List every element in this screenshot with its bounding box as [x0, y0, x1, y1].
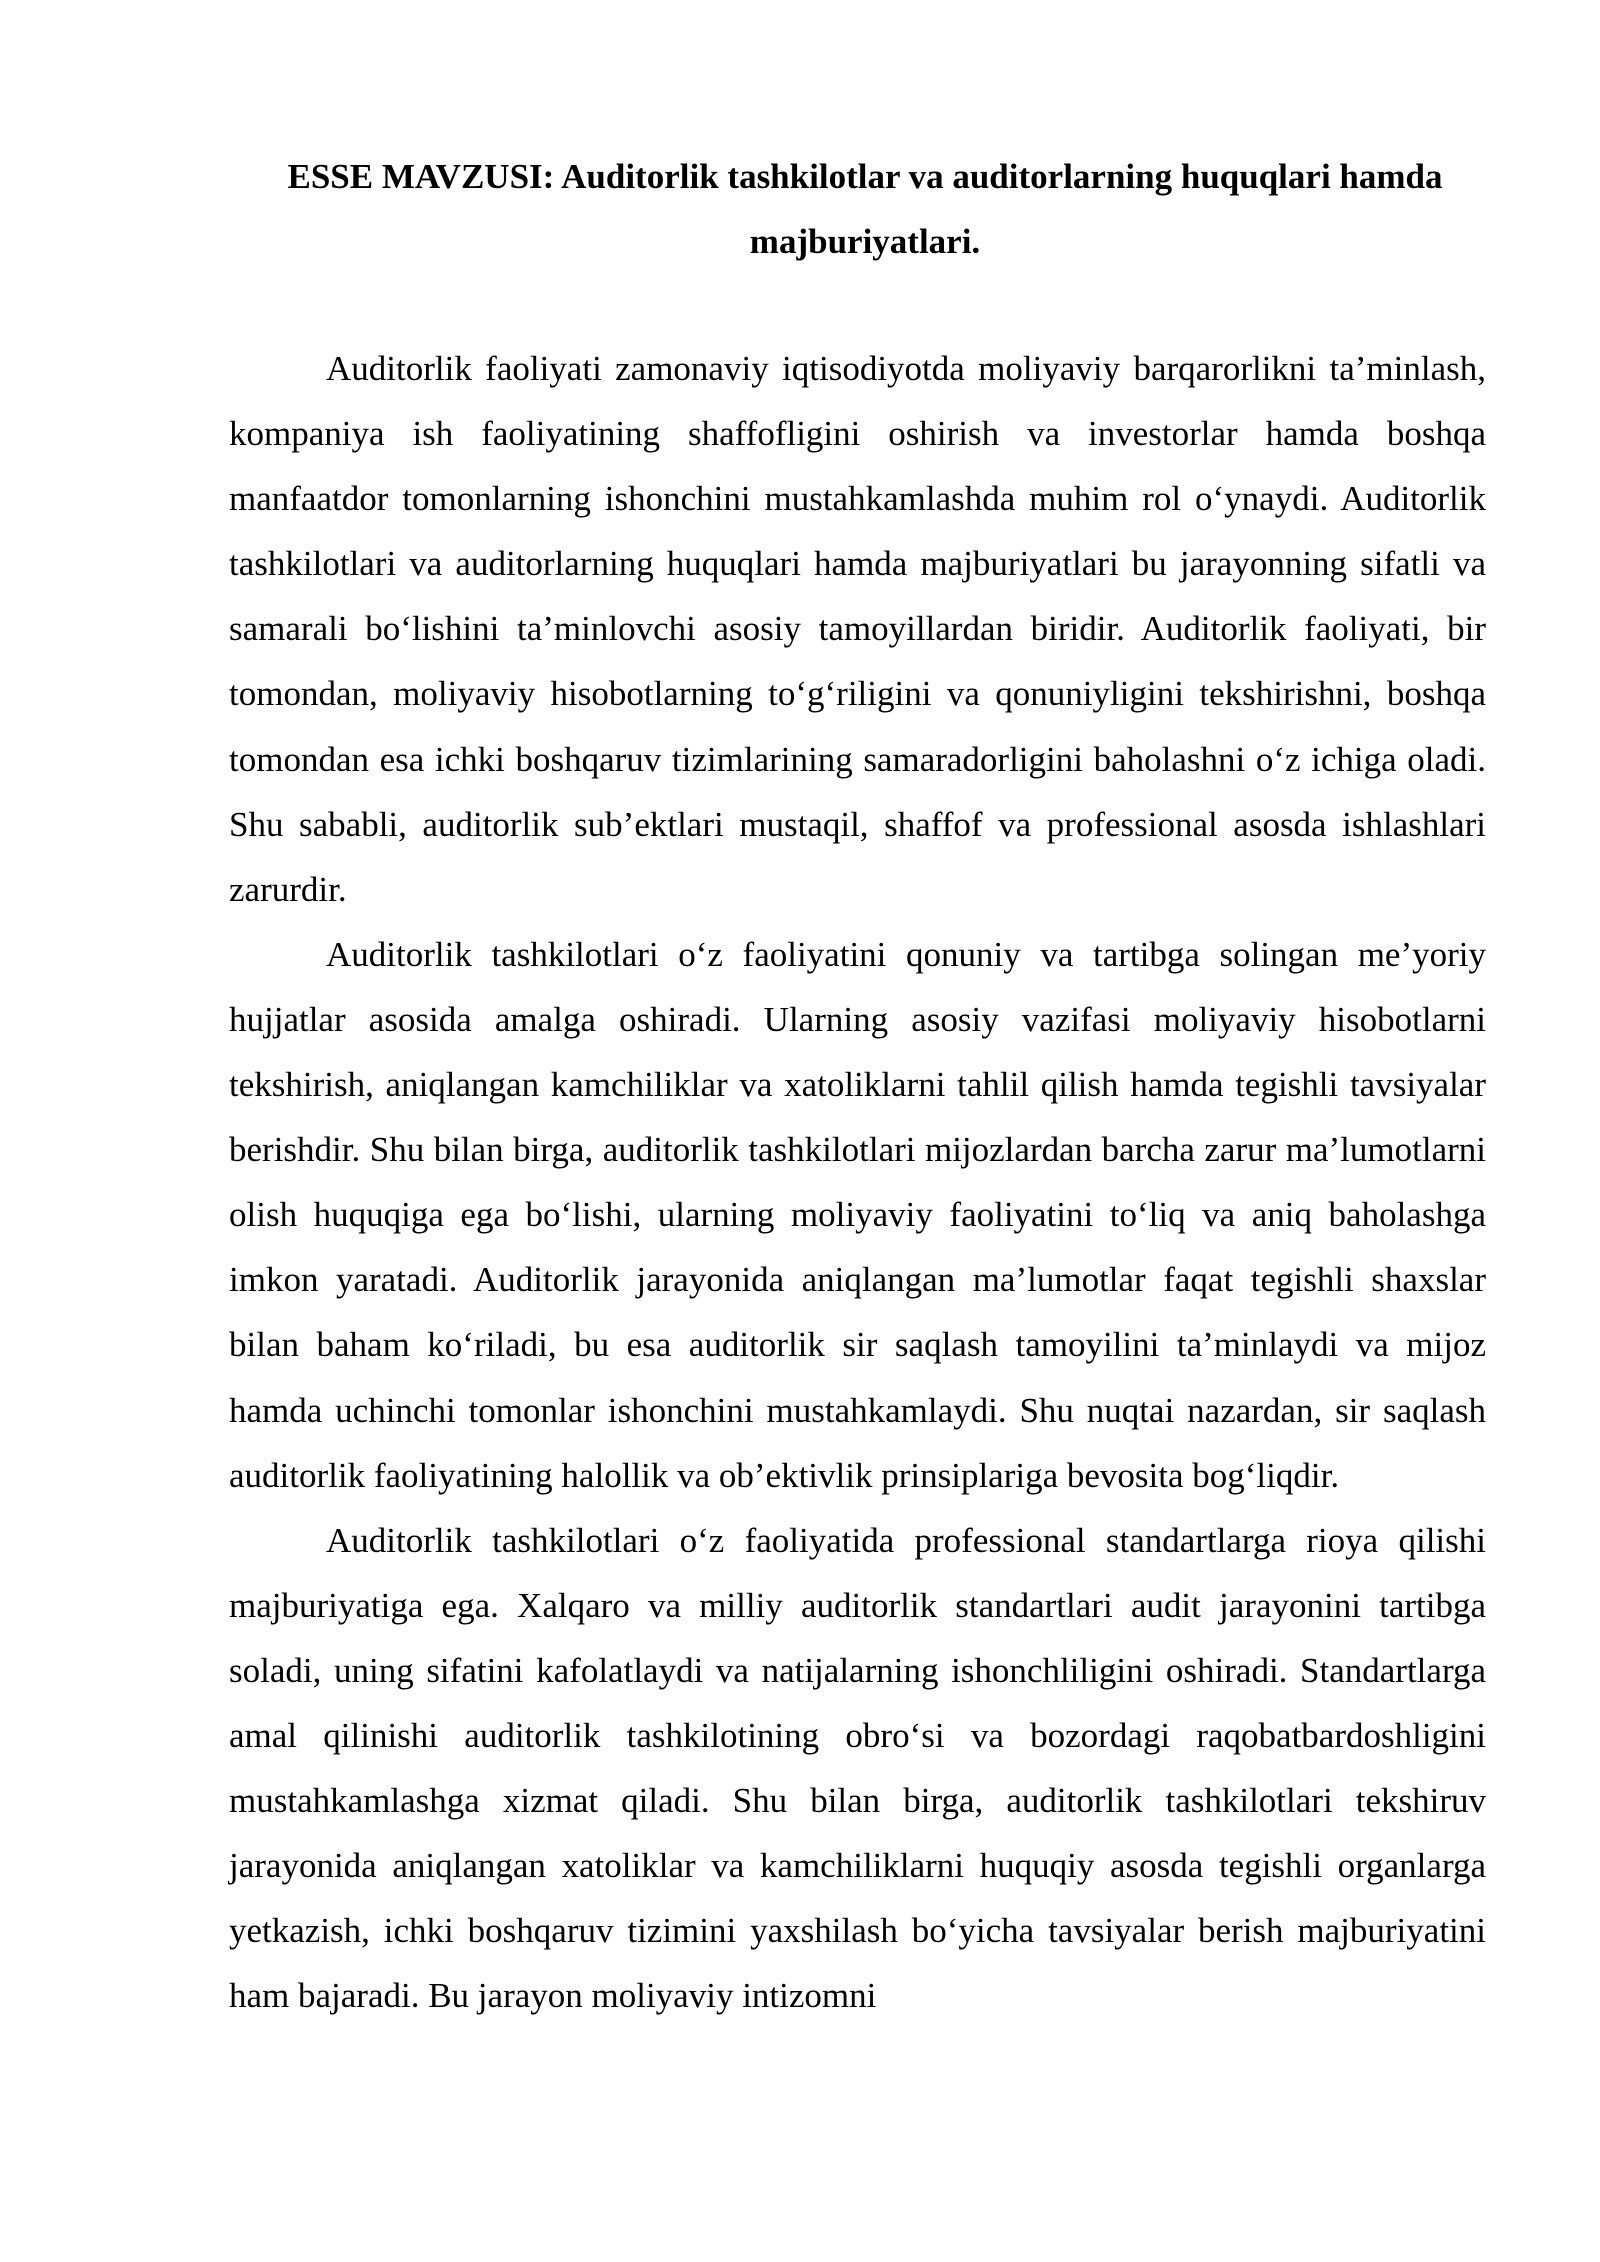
paragraph-1: Auditorlik faoliyati zamonaviy iqtisodiyotda moliyaviy barqarorlikni ta’minlash, kompaniya ish faoliyatining shaffofligini oshirish va investorlar hamda boshqa manfaatdor tomonlarning ishonchini mustahkamlashda muhim rol o‘ynaydi. Auditorlik tashkilotlari va auditorlarning huquqlari hamda majburiyatlari bu jarayonning sifatli va samarali bo‘lishini ta’minlovchi asosiy tamoyillardan biridir. Auditorlik faoliyati, bir tomondan, moliyaviy hisobotlarning to‘g‘riligini va qonuniyligini tekshirishni, boshqa tomondan esa ichki boshqaruv tizimlarining samaradorligini baholashni o‘z ichiga oladi. Shu sababli, auditorlik sub’ektlari mustaqil, shaffof va professional asosda ishlashlari zarurdir. — [229, 349, 1486, 909]
paragraph-3: Auditorlik tashkilotlari o‘z faoliyatida professional standartlarga rioya qilishi majburiyatiga ega. Xalqaro va milliy auditorlik standartlari audit jarayonini tartibga soladi, uning sifatini kafolatlaydi va natijalarning ishonchliligini oshiradi. Standartlarga amal qilinishi auditorlik tashkilotining obro‘si va bozordagi raqobatbardoshligini mustahkamlashga xizmat qiladi. Shu bilan birga, auditorlik tashkilotlari tekshiruv jarayonida aniqlangan xatoliklar va kamchiliklarni huquqiy asosda tegishli organlarga yetkazish, ichki boshqaruv tizimini yaxshilash bo‘yicha tavsiyalar berish majburiyatini ham bajaradi. Bu jarayon moliyaviy intizomni — [229, 1520, 1486, 2016]
essay-title: ESSE MAVZUSI: Auditorlik tashkilotlar va auditorlarning huquqlari hamda majburiyatlari. — [287, 157, 1443, 261]
essay-body — [229, 336, 1486, 2028]
paragraph-2: Auditorlik tashkilotlari o‘z faoliyatini qonuniy va tartibga solingan me’yoriy hujjatlar asosida amalga oshiradi. Ularning asosiy vazifasi moliyaviy hisobotlarni tekshirish, aniqlangan kamchiliklar va xatoliklarni tahlil qilish hamda tegishli tavsiyalar berishdir. Shu bilan birga, auditorlik tashkilotlari mijozlardan barcha zarur ma’lumotlarni olish huquqiga ega bo‘lishi, ularning moliyaviy faoliyatini to‘liq va aniq baholashga imkon yaratadi. Auditorlik jarayonida aniqlangan ma’lumotlar faqat tegishli shaxslar bilan baham ko‘riladi, bu esa auditorlik sir saqlash tamoyilini ta’minlaydi va mijoz hamda uchinchi tomonlar ishonchini mustahkamlaydi. Shu nuqtai nazardan, sir saqlash auditorlik faoliyatining halollik va ob’ektivlik prinsiplariga bevosita bog‘liqdir. — [229, 934, 1486, 1495]
